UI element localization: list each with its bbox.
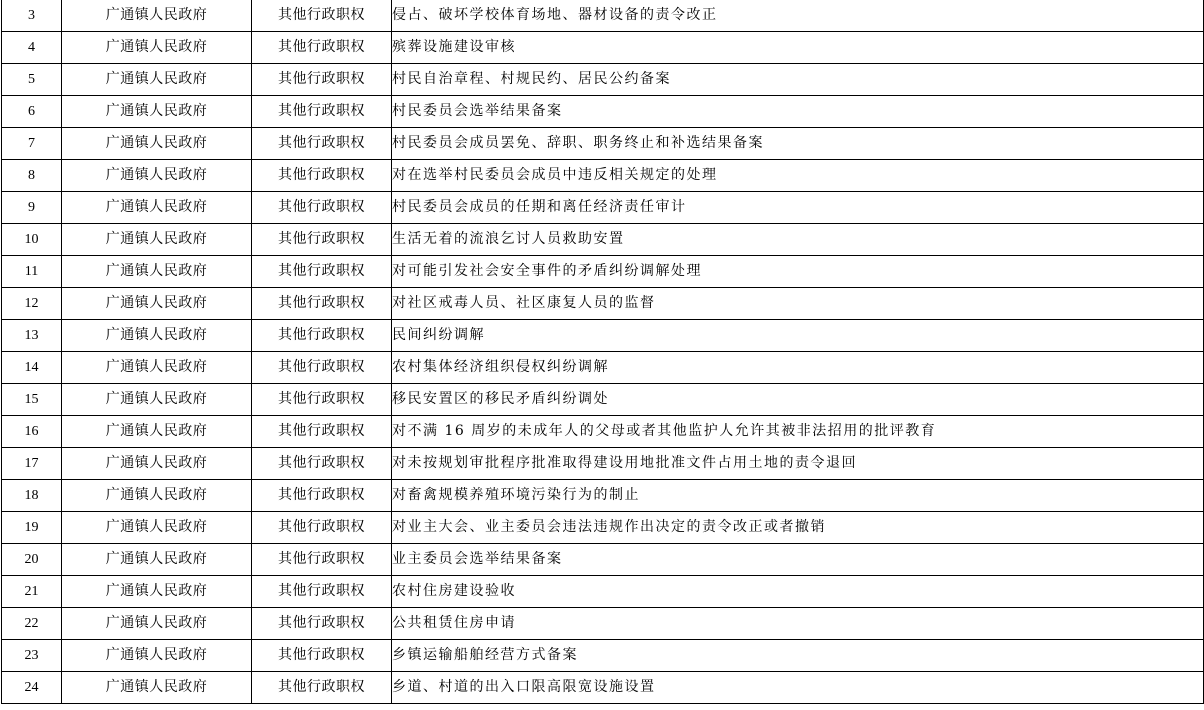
row-number-cell: 7 — [2, 128, 62, 160]
power-type-cell: 其他行政职权 — [252, 256, 392, 288]
power-item-cell: 农村住房建设验收 — [392, 576, 1204, 608]
row-number-cell: 16 — [2, 416, 62, 448]
department-cell: 广通镇人民政府 — [62, 32, 252, 64]
department-cell: 广通镇人民政府 — [62, 320, 252, 352]
table-row — [2, 32, 1204, 64]
row-number-cell: 21 — [2, 576, 62, 608]
table-row — [2, 224, 1204, 256]
table-row — [2, 384, 1204, 416]
power-item-cell: 民间纠纷调解 — [392, 320, 1204, 352]
table-row — [2, 64, 1204, 96]
table-row — [2, 448, 1204, 480]
table-row — [2, 160, 1204, 192]
row-number-cell: 13 — [2, 320, 62, 352]
power-type-cell: 其他行政职权 — [252, 320, 392, 352]
table-row — [2, 544, 1204, 576]
department-cell: 广通镇人民政府 — [62, 128, 252, 160]
row-number-cell: 12 — [2, 288, 62, 320]
row-number-cell: 9 — [2, 192, 62, 224]
power-type-cell: 其他行政职权 — [252, 480, 392, 512]
power-item-cell: 乡道、村道的出入口限高限宽设施设置 — [392, 672, 1204, 704]
power-item-cell: 对畜禽规模养殖环境污染行为的制止 — [392, 480, 1204, 512]
power-type-cell: 其他行政职权 — [252, 608, 392, 640]
row-number-cell: 15 — [2, 384, 62, 416]
row-number-cell: 18 — [2, 480, 62, 512]
power-type-cell: 其他行政职权 — [252, 192, 392, 224]
department-cell: 广通镇人民政府 — [62, 224, 252, 256]
table-row — [2, 480, 1204, 512]
power-item-cell: 乡镇运输船舶经营方式备案 — [392, 640, 1204, 672]
power-type-cell: 其他行政职权 — [252, 384, 392, 416]
power-list-table — [1, 0, 1204, 704]
table-row — [2, 608, 1204, 640]
row-number-cell: 24 — [2, 672, 62, 704]
row-number-cell: 19 — [2, 512, 62, 544]
power-item-cell: 殡葬设施建设审核 — [392, 32, 1204, 64]
power-type-cell: 其他行政职权 — [252, 416, 392, 448]
power-item-cell: 移民安置区的移民矛盾纠纷调处 — [392, 384, 1204, 416]
department-cell: 广通镇人民政府 — [62, 352, 252, 384]
department-cell: 广通镇人民政府 — [62, 480, 252, 512]
row-number-cell: 3 — [2, 0, 62, 32]
power-type-cell: 其他行政职权 — [252, 544, 392, 576]
department-cell: 广通镇人民政府 — [62, 512, 252, 544]
department-cell: 广通镇人民政府 — [62, 544, 252, 576]
row-number-cell: 10 — [2, 224, 62, 256]
department-cell: 广通镇人民政府 — [62, 672, 252, 704]
power-item-cell: 对未按规划审批程序批准取得建设用地批准文件占用土地的责令退回 — [392, 448, 1204, 480]
table-row — [2, 192, 1204, 224]
department-cell: 广通镇人民政府 — [62, 640, 252, 672]
power-item-cell: 村民委员会选举结果备案 — [392, 96, 1204, 128]
table-row — [2, 512, 1204, 544]
row-number-cell: 5 — [2, 64, 62, 96]
power-type-cell: 其他行政职权 — [252, 512, 392, 544]
power-item-cell: 生活无着的流浪乞讨人员救助安置 — [392, 224, 1204, 256]
power-item-cell: 对在选举村民委员会成员中违反相关规定的处理 — [392, 160, 1204, 192]
department-cell: 广通镇人民政府 — [62, 576, 252, 608]
power-type-cell: 其他行政职权 — [252, 352, 392, 384]
table-row — [2, 320, 1204, 352]
row-number-cell: 14 — [2, 352, 62, 384]
department-cell: 广通镇人民政府 — [62, 608, 252, 640]
power-type-cell: 其他行政职权 — [252, 224, 392, 256]
table-body — [2, 0, 1204, 704]
row-number-cell: 11 — [2, 256, 62, 288]
table-row — [2, 0, 1204, 32]
power-item-cell: 村民委员会成员罢免、辞职、职务终止和补选结果备案 — [392, 128, 1204, 160]
row-number-cell: 17 — [2, 448, 62, 480]
row-number-cell: 23 — [2, 640, 62, 672]
power-item-cell: 对可能引发社会安全事件的矛盾纠纷调解处理 — [392, 256, 1204, 288]
row-number-cell: 8 — [2, 160, 62, 192]
row-number-cell: 22 — [2, 608, 62, 640]
table-row — [2, 288, 1204, 320]
power-item-cell: 对社区戒毒人员、社区康复人员的监督 — [392, 288, 1204, 320]
power-item-cell: 村民委员会成员的任期和离任经济责任审计 — [392, 192, 1204, 224]
department-cell: 广通镇人民政府 — [62, 416, 252, 448]
row-number-cell: 20 — [2, 544, 62, 576]
table-row — [2, 256, 1204, 288]
table-row — [2, 640, 1204, 672]
power-type-cell: 其他行政职权 — [252, 0, 392, 32]
table-row — [2, 416, 1204, 448]
row-number-cell: 6 — [2, 96, 62, 128]
power-type-cell: 其他行政职权 — [252, 448, 392, 480]
department-cell: 广通镇人民政府 — [62, 160, 252, 192]
power-item-cell: 对业主大会、业主委员会违法违规作出决定的责令改正或者撤销 — [392, 512, 1204, 544]
row-number-cell: 4 — [2, 32, 62, 64]
department-cell: 广通镇人民政府 — [62, 192, 252, 224]
power-type-cell: 其他行政职权 — [252, 64, 392, 96]
department-cell: 广通镇人民政府 — [62, 256, 252, 288]
power-item-cell: 公共租赁住房申请 — [392, 608, 1204, 640]
department-cell: 广通镇人民政府 — [62, 64, 252, 96]
department-cell: 广通镇人民政府 — [62, 448, 252, 480]
table-row — [2, 128, 1204, 160]
power-type-cell: 其他行政职权 — [252, 32, 392, 64]
table-row — [2, 96, 1204, 128]
power-type-cell: 其他行政职权 — [252, 128, 392, 160]
power-type-cell: 其他行政职权 — [252, 160, 392, 192]
table-row — [2, 672, 1204, 704]
department-cell: 广通镇人民政府 — [62, 0, 252, 32]
power-type-cell: 其他行政职权 — [252, 288, 392, 320]
power-item-cell: 业主委员会选举结果备案 — [392, 544, 1204, 576]
power-type-cell: 其他行政职权 — [252, 640, 392, 672]
department-cell: 广通镇人民政府 — [62, 96, 252, 128]
department-cell: 广通镇人民政府 — [62, 384, 252, 416]
department-cell: 广通镇人民政府 — [62, 288, 252, 320]
power-type-cell: 其他行政职权 — [252, 576, 392, 608]
power-item-cell: 农村集体经济组织侵权纠纷调解 — [392, 352, 1204, 384]
power-item-cell: 村民自治章程、村规民约、居民公约备案 — [392, 64, 1204, 96]
table-row — [2, 576, 1204, 608]
power-item-cell: 对不满 16 周岁的未成年人的父母或者其他监护人允许其被非法招用的批评教育 — [392, 416, 1204, 448]
table-row — [2, 352, 1204, 384]
power-type-cell: 其他行政职权 — [252, 96, 392, 128]
power-item-cell: 侵占、破坏学校体育场地、器材设备的责令改正 — [392, 0, 1204, 32]
power-type-cell: 其他行政职权 — [252, 672, 392, 704]
